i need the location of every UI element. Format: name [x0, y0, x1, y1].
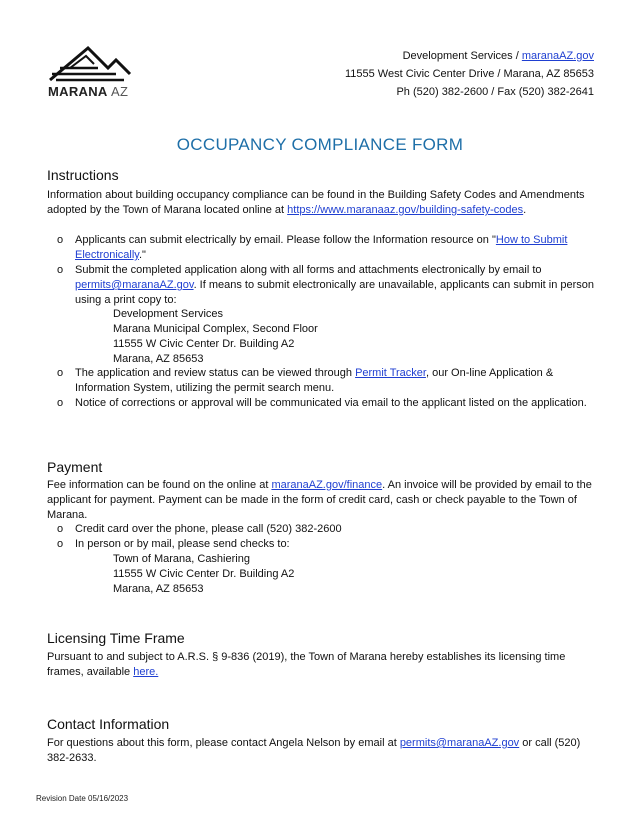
payment-intro: Fee information can be found on the online at maranaAZ.gov/finance. An invoice will be provided by email to the applicant for payment. Payment can be made in the form of credit card, cash or check payable to the Town of Marana. — [47, 479, 592, 521]
address-line: Marana, AZ 85653 — [113, 583, 204, 595]
address-line: 11555 W Civic Center Dr. Building A2 — [113, 338, 295, 350]
licensing-here-link[interactable]: here. — [133, 666, 159, 678]
contact-email-link[interactable]: permits@maranaAZ.gov — [399, 737, 520, 749]
bullet-marker: o — [57, 234, 64, 246]
contact-heading: Contact Information — [47, 716, 170, 732]
address-line: Marana, AZ 85653 — [113, 353, 204, 365]
bullet-marker: o — [57, 523, 64, 535]
instructions-bullet-3: o The application and review status can be viewed through Permit Tracker, our On-line Application & Information System, utilizing the permit search menu. — [57, 367, 554, 394]
finance-link[interactable]: maranaAZ.gov/finance — [271, 479, 383, 491]
licensing-heading: Licensing Time Frame — [47, 630, 185, 646]
page-title: OCCUPANCY COMPLIANCE FORM — [176, 135, 464, 154]
bullet-marker: o — [57, 397, 64, 409]
building-codes-link[interactable]: https://www.maranaaz.gov/building-safety-codes — [287, 204, 524, 216]
address-line: Town of Marana, Cashiering — [113, 553, 250, 565]
address-line: Marana Municipal Complex, Second Floor — [113, 323, 318, 335]
bullet-marker: o — [57, 538, 64, 550]
instructions-bullet-2: o Submit the completed application along with all forms and attachments electronically by email to permits@maranaAZ.gov. If means to submit electronically are unavailable, applicants can submit in person using a print copy to: — [57, 264, 595, 306]
address-line: Development Services — [113, 308, 224, 320]
logo-wordmark: MARANA AZ — [48, 84, 129, 99]
payment-bullet-1: o Credit card over the phone, please call (520) 382-2600 — [57, 523, 342, 535]
how-to-submit-link[interactable]: How to Submit Electronically — [75, 234, 568, 261]
header-phone: Ph (520) 382-2600 / Fax (520) 382-2641 — [396, 86, 594, 98]
instructions-heading: Instructions — [47, 167, 119, 183]
instructions-address — [113, 307, 318, 367]
instructions-bullet-1: o Applicants can submit electrically by email. Please follow the Information resource on "How to Submit Electronically." — [57, 234, 568, 261]
permit-tracker-link[interactable]: Permit Tracker — [355, 367, 426, 379]
payment-bullet-2: o In person or by mail, please send checks to: — [57, 538, 290, 550]
contact-text: For questions about this form, please contact Angela Nelson by email at permits@maranaAZ.gov or call (520) 382-2633. — [47, 737, 581, 764]
payment-address — [113, 552, 294, 597]
licensing-text: Pursuant to and subject to A.R.S. § 9-836 (2019), the Town of Marana hereby establishes its licensing time frames, available here. — [47, 651, 566, 678]
header-department: Development Services / maranaAZ.gov — [402, 50, 594, 62]
payment-heading: Payment — [47, 459, 103, 475]
bullet-marker: o — [57, 264, 64, 276]
instructions-intro: Information about building occupancy compliance can be found in the Building Safety Codes and Amendments adopted by the Town of Marana located online at https://www.maranaaz.gov/building-safety-codes. — [47, 189, 585, 216]
instructions-bullet-4: o Notice of corrections or approval will be communicated via email to the applicant listed on the application. — [57, 397, 587, 409]
header-address: 11555 West Civic Center Drive / Marana, AZ 85653 — [344, 68, 594, 80]
permits-email-link[interactable]: permits@maranaAZ.gov — [75, 279, 194, 291]
revision-date: Revision Date 05/16/2023 — [36, 794, 129, 803]
header-website-link[interactable]: maranaAZ.gov — [521, 50, 594, 62]
address-line: 11555 W Civic Center Dr. Building A2 — [113, 568, 295, 580]
bullet-marker: o — [57, 367, 64, 379]
